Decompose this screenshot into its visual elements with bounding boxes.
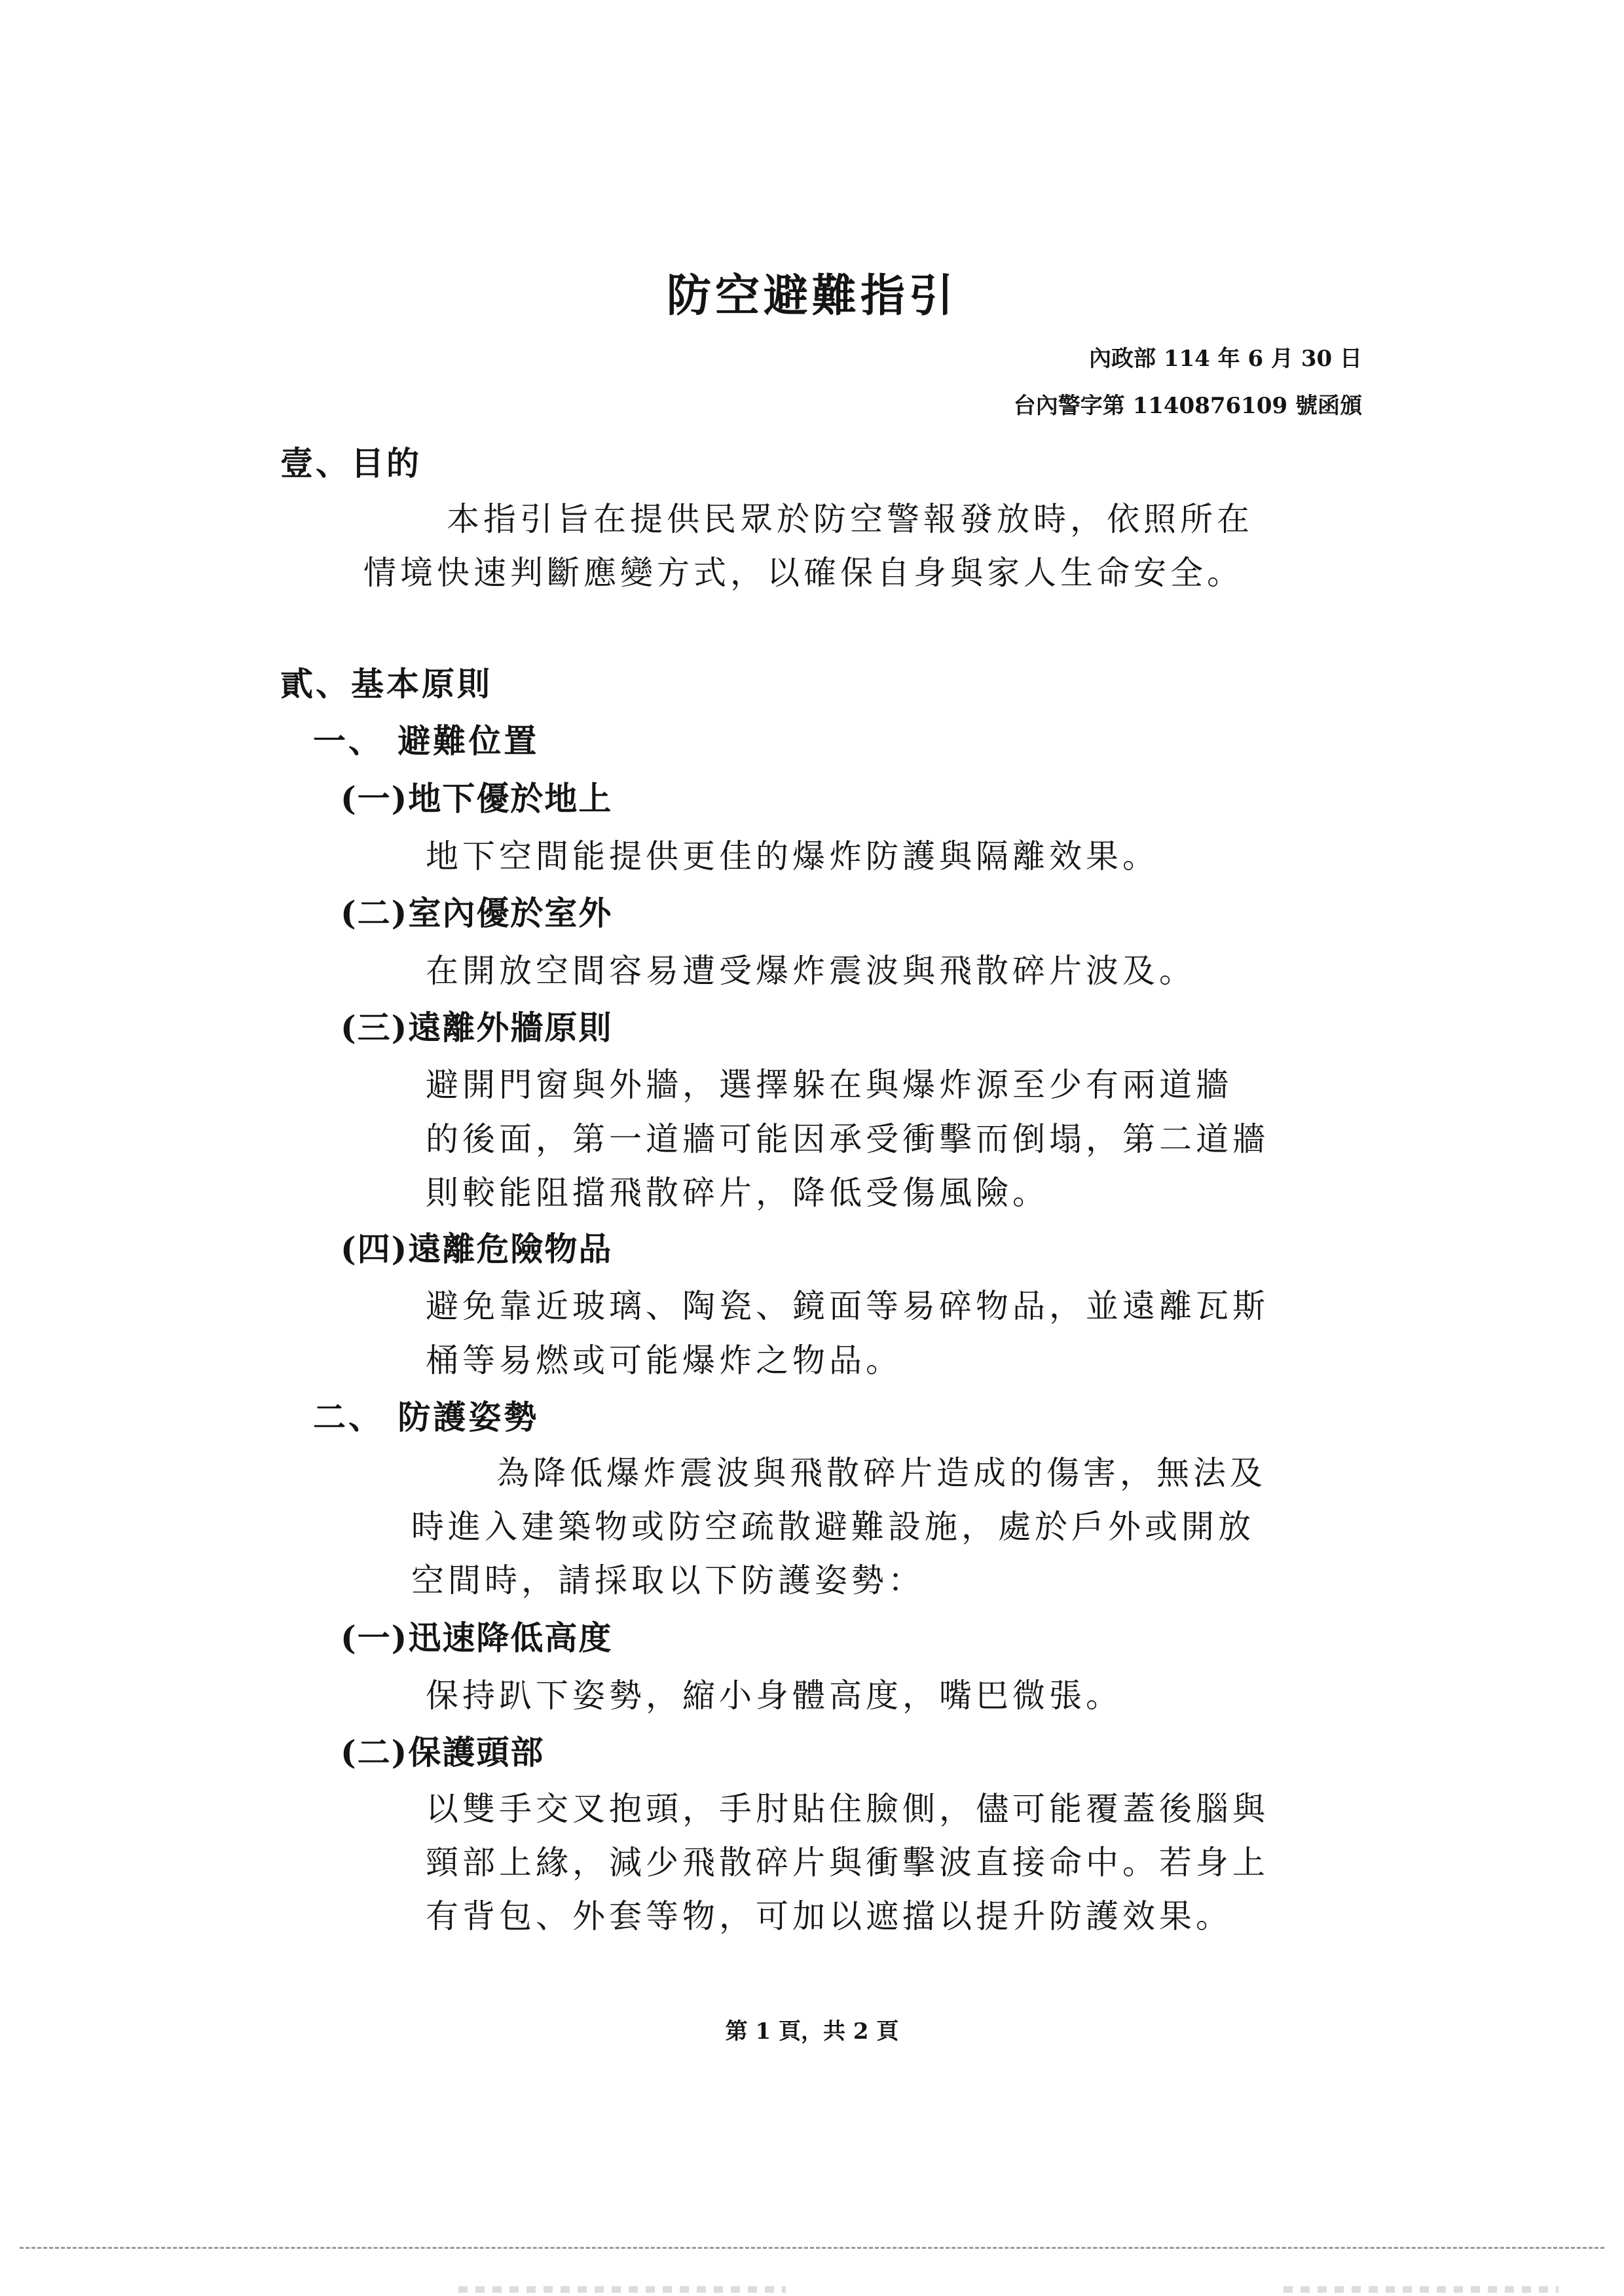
document-title: 防空避難指引 [666,270,957,322]
purpose-line-1: 本指引旨在提供民眾於防空警報發放時，依照所在 [447,500,1253,538]
section-purpose-heading: 壹、目的 [280,444,422,483]
scan-artifact-right [1283,2286,1559,2293]
scan-artifact-left [458,2286,786,2293]
posture-item-2-heading: (二)保護頭部 [341,1733,545,1772]
location-item-4-line-2: 桶等易燃或可能爆炸之物品。 [426,1341,902,1379]
section-principles-heading: 貳、基本原則 [280,665,492,703]
location-item-1-line-1: 地下空間能提供更佳的爆炸防護與隔離效果。 [426,837,1159,875]
posture-item-1-heading: (一)迅速降低高度 [341,1618,613,1657]
posture-item-2-line-1: 以雙手交叉抱頭，手肘貼住臉側，儘可能覆蓋後腦與 [426,1790,1269,1828]
posture-heading: 二、 防護姿勢 [313,1398,540,1436]
page-footer: 第 1 頁，共 2 頁 [725,2018,899,2045]
issuer-date: 內政部 114 年 6 月 30 日 [1089,346,1362,372]
posture-intro-line-2: 時進入建築物或防空疏散避難設施，處於戶外或開放 [411,1508,1255,1546]
scan-divider-line [20,2247,1604,2249]
location-item-3-line-1: 避開門窗與外牆，選擇躲在與爆炸源至少有兩道牆 [426,1066,1232,1104]
reference-number: 台內警字第 1140876109 號函頒 [1013,393,1362,419]
posture-item-2-line-2: 頸部上緣，減少飛散碎片與衝擊波直接命中。若身上 [426,1844,1269,1882]
location-item-2-line-1: 在開放空間容易遭受爆炸震波與飛散碎片波及。 [426,952,1196,990]
location-item-3-heading: (三)遠離外牆原則 [341,1008,613,1047]
posture-intro-line-3: 空間時，請採取以下防護姿勢： [411,1561,925,1599]
location-item-1-heading: (一)地下優於地上 [341,779,613,818]
location-item-4-heading: (四)遠離危險物品 [341,1230,613,1268]
location-item-2-heading: (二)室內優於室外 [341,894,613,932]
location-item-3-line-3: 則較能阻擋飛散碎片，降低受傷風險。 [426,1174,1049,1212]
location-heading: 一、 避難位置 [313,721,540,760]
posture-item-2-line-3: 有背包、外套等物，可加以遮擋以提升防護效果。 [426,1897,1232,1935]
location-item-3-line-2: 的後面，第一道牆可能因承受衝擊而倒塌，第二道牆 [426,1120,1269,1158]
posture-intro-line-1: 為降低爆炸震波與飛散碎片造成的傷害，無法及 [496,1454,1266,1492]
purpose-line-2: 情境快速判斷應變方式，以確保自身與家人生命安全。 [363,554,1244,592]
posture-item-1-line-1: 保持趴下姿勢，縮小身體高度，嘴巴微張。 [426,1677,1122,1715]
location-item-4-line-1: 避免靠近玻璃、陶瓷、鏡面等易碎物品，並遠離瓦斯 [426,1287,1269,1325]
